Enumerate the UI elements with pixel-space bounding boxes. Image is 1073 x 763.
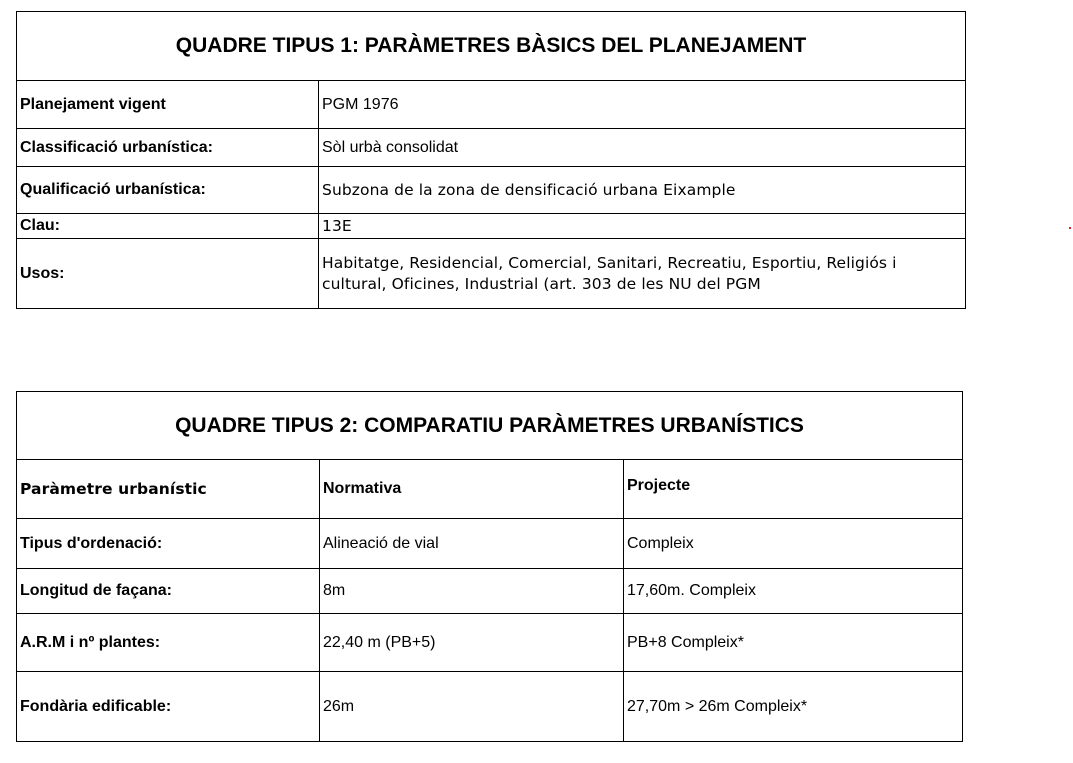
normativa-cell: 26m xyxy=(320,672,624,742)
projecte-cell: Compleix xyxy=(624,519,963,569)
column-header-parametre: Paràmetre urbanístic xyxy=(17,460,320,519)
column-header-projecte: Projecte xyxy=(624,460,963,519)
parameter-cell: Tipus d'ordenació: xyxy=(17,519,320,569)
table-row xyxy=(17,81,966,129)
projecte-cell: 17,60m. Compleix xyxy=(624,569,963,614)
table-row xyxy=(17,214,966,239)
parameter-cell: A.R.M i nº plantes: xyxy=(17,614,320,672)
table-row xyxy=(17,519,963,569)
table-row xyxy=(17,672,963,742)
table-row xyxy=(17,167,966,214)
row-label-qualificacio: Qualificació urbanística: xyxy=(17,167,319,214)
table-row xyxy=(17,239,966,309)
table-row xyxy=(17,614,963,672)
row-label-planejament: Planejament vigent xyxy=(17,81,319,129)
comparative-parameters-table xyxy=(16,391,963,742)
row-value-planejament: PGM 1976 xyxy=(319,81,966,129)
basic-parameters-table xyxy=(16,11,966,309)
stray-mark xyxy=(1069,227,1071,229)
normativa-cell: Alineació de vial xyxy=(320,519,624,569)
normativa-cell: 22,40 m (PB+5) xyxy=(320,614,624,672)
projecte-cell: 27,70m > 26m Compleix* xyxy=(624,672,963,742)
table-header-row xyxy=(17,460,963,519)
table-title-row xyxy=(17,12,966,81)
table-row xyxy=(17,129,966,167)
row-label-clau: Clau: xyxy=(17,214,319,239)
row-value-usos: Habitatge, Residencial, Comercial, Sanitari, Recreatiu, Esportiu, Religiós i cultural, Oficines, Industrial (art. 303 de les NU del PGM xyxy=(319,239,966,309)
row-value-clau: 13E xyxy=(319,214,966,239)
column-header-normativa: Normativa xyxy=(320,460,624,519)
table-title: QUADRE TIPUS 1: PARÀMETRES BÀSICS DEL PLANEJAMENT xyxy=(17,12,966,81)
row-value-qualificacio: Subzona de la zona de densificació urbana Eixample xyxy=(319,167,966,214)
table-row xyxy=(17,569,963,614)
table-title-row xyxy=(17,392,963,460)
table-title: QUADRE TIPUS 2: COMPARATIU PARÀMETRES URBANÍSTICS xyxy=(17,392,963,460)
parameter-cell: Fondària edificable: xyxy=(17,672,320,742)
projecte-cell: PB+8 Compleix* xyxy=(624,614,963,672)
row-value-classificacio: Sòl urbà consolidat xyxy=(319,129,966,167)
row-label-classificacio: Classificació urbanística: xyxy=(17,129,319,167)
normativa-cell: 8m xyxy=(320,569,624,614)
row-label-usos: Usos: xyxy=(17,239,319,309)
parameter-cell: Longitud de façana: xyxy=(17,569,320,614)
